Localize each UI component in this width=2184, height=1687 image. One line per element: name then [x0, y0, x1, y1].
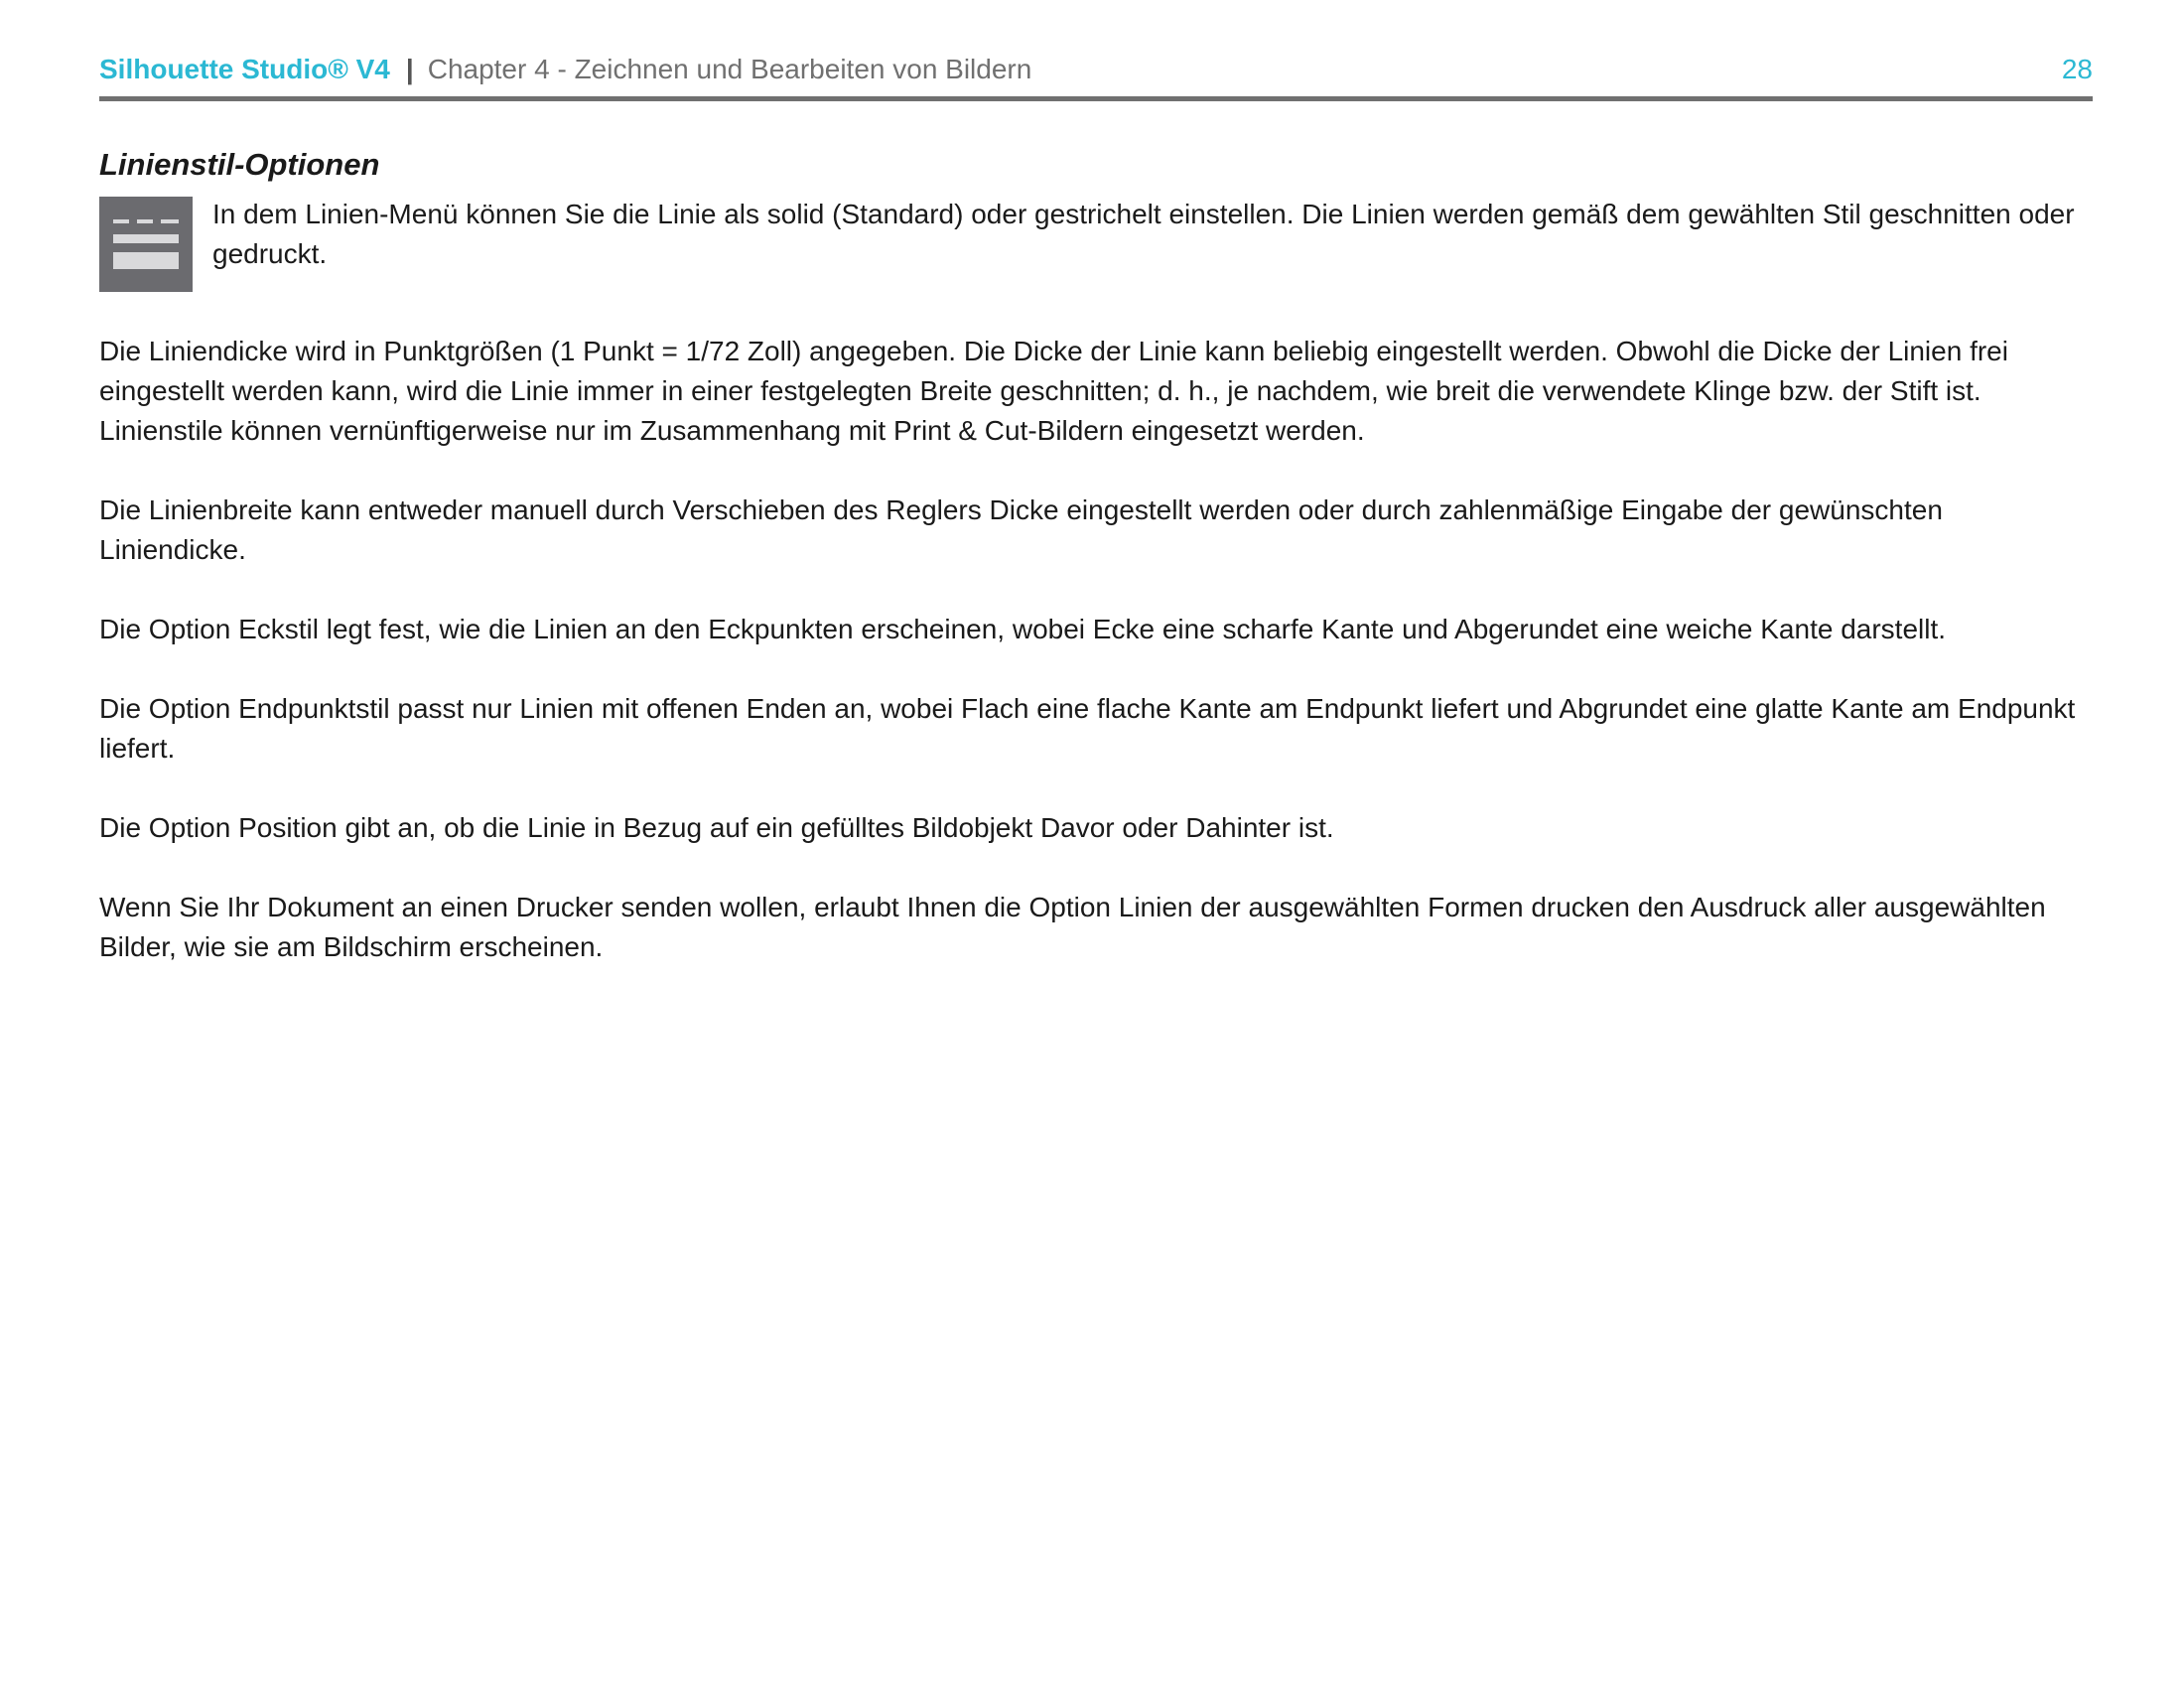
paragraph-corner-style: Die Option Eckstil legt fest, wie die Linien an den Eckpunkten erscheinen, wobei Ecke eine scharfe Kante und Abgerundet eine weiche Kante darstellt. — [99, 614, 1947, 644]
paragraph-line-thickness: Die Liniendicke wird in Punktgrößen (1 Punkt = 1/72 Zoll) angegeben. Die Dicke der Linie kann beliebig eingestellt werden. Obwohl die Dicke der Linien frei eingestellt werden kann, wird die Linie immer in einer festgelegten Breite geschnitten; d. h., je nachdem, wie breit die verwendete Klinge bzw. der Stift ist. Linienstile können vernünftigerweise nur im Zusammenhang mit Print & Cut-Bildern eingesetzt werden. — [99, 336, 2008, 446]
paragraph-position: Die Option Position gibt an, ob die Linie in Bezug auf ein gefülltes Bildobjekt Davor oder Dahinter ist. — [99, 812, 1334, 843]
page-header — [99, 48, 2093, 91]
paragraph-line-width: Die Linienbreite kann entweder manuell durch Verschieben des Reglers Dicke eingestellt werden oder durch zahlenmäßige Eingabe der gewünschten Liniendicke. — [99, 494, 1943, 565]
intro-text: In dem Linien-Menü können Sie die Linie als solid (Standard) oder gestrichelt einstellen. Die Linien werden gemäß dem gewählten Stil geschnitten oder gedruckt. — [212, 199, 2075, 269]
header-separator: | — [405, 54, 414, 84]
page-content — [99, 139, 2093, 1007]
paragraph-endpoint-style: Die Option Endpunktstil passt nur Linien mit offenen Enden an, wobei Flach eine flache Kante am Endpunkt liefert und Abgrundet eine glatte Kante am Endpunkt liefert. — [99, 693, 2076, 764]
line-style-icon — [99, 197, 193, 292]
header-divider — [99, 96, 2093, 101]
brand-title: Silhouette Studio® V4 — [99, 54, 390, 84]
chapter-title: Chapter 4 - Zeichnen und Bearbeiten von Bildern — [427, 54, 1032, 84]
page-number: 28 — [2061, 54, 2093, 84]
paragraph-print-lines: Wenn Sie Ihr Dokument an einen Drucker senden wollen, erlaubt Ihnen die Option Linien der ausgewählten Formen drucken den Ausdruck aller ausgewählten Bilder, wie sie am Bildschirm erscheinen. — [99, 892, 2046, 962]
intro-row — [99, 195, 2093, 292]
section-title: Linienstil-Optionen — [99, 147, 380, 182]
